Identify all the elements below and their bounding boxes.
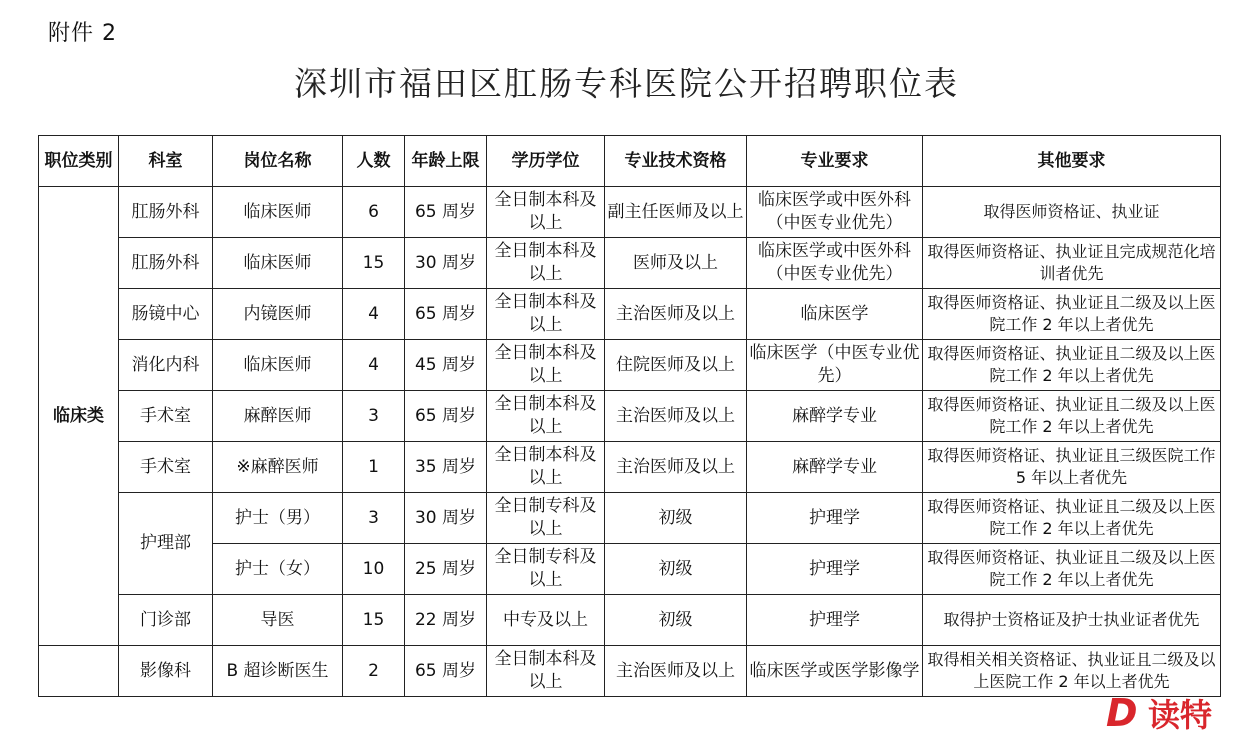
table-row xyxy=(39,595,1221,646)
table-row xyxy=(39,544,1221,595)
department-cell: 肛肠外科 xyxy=(119,187,213,238)
other-cell: 取得相关相关资格证、执业证且二级及以上医院工作 2 年以上者优先 xyxy=(923,646,1221,697)
other-cell: 取得医师资格证、执业证 xyxy=(923,187,1221,238)
major-cell: 麻醉学专业 xyxy=(747,391,923,442)
other-cell: 取得医师资格证、执业证且二级及以上医院工作 2 年以上者优先 xyxy=(923,391,1221,442)
position-cell: 麻醉医师 xyxy=(213,391,343,442)
department-cell: 消化内科 xyxy=(119,340,213,391)
qualification-cell: 主治医师及以上 xyxy=(605,391,747,442)
qualification-cell: 初级 xyxy=(605,544,747,595)
table-row xyxy=(39,646,1221,697)
position-cell: 导医 xyxy=(213,595,343,646)
education-cell: 全日制本科及以上 xyxy=(487,442,605,493)
qualification-cell: 初级 xyxy=(605,493,747,544)
department-cell: 影像科 xyxy=(119,646,213,697)
page-title: 深圳市福田区肛肠专科医院公开招聘职位表 xyxy=(294,64,959,103)
count-cell: 4 xyxy=(343,340,405,391)
recruitment-table xyxy=(38,135,1221,697)
major-cell: 护理学 xyxy=(747,595,923,646)
table-row xyxy=(39,391,1221,442)
qualification-cell: 副主任医师及以上 xyxy=(605,187,747,238)
qualification-cell: 主治医师及以上 xyxy=(605,442,747,493)
department-cell: 手术室 xyxy=(119,391,213,442)
qualification-cell: 初级 xyxy=(605,595,747,646)
education-cell: 全日制本科及以上 xyxy=(487,391,605,442)
department-cell: 肛肠外科 xyxy=(119,238,213,289)
age-cell: 65 周岁 xyxy=(405,391,487,442)
qualification-cell: 主治医师及以上 xyxy=(605,646,747,697)
qualification-cell: 住院医师及以上 xyxy=(605,340,747,391)
major-cell: 麻醉学专业 xyxy=(747,442,923,493)
count-cell: 15 xyxy=(343,595,405,646)
attachment-label: 附件 2 xyxy=(48,21,117,46)
education-cell: 全日制专科及以上 xyxy=(487,544,605,595)
major-cell: 临床医学（中医专业优先） xyxy=(747,340,923,391)
position-cell: 内镜医师 xyxy=(213,289,343,340)
other-cell: 取得医师资格证、执业证且二级及以上医院工作 2 年以上者优先 xyxy=(923,340,1221,391)
header-education: 学历学位 xyxy=(487,136,605,187)
other-cell: 取得医师资格证、执业证且三级医院工作 5 年以上者优先 xyxy=(923,442,1221,493)
age-cell: 25 周岁 xyxy=(405,544,487,595)
education-cell: 全日制专科及以上 xyxy=(487,493,605,544)
table-row xyxy=(39,340,1221,391)
age-cell: 45 周岁 xyxy=(405,340,487,391)
count-cell: 2 xyxy=(343,646,405,697)
age-cell: 22 周岁 xyxy=(405,595,487,646)
position-cell: 护士（女） xyxy=(213,544,343,595)
table-row xyxy=(39,187,1221,238)
header-position: 岗位名称 xyxy=(213,136,343,187)
major-cell: 护理学 xyxy=(747,493,923,544)
watermark-logo xyxy=(1100,690,1230,734)
watermark-letter: D xyxy=(1106,691,1138,734)
position-cell: 临床医师 xyxy=(213,340,343,391)
table-row xyxy=(39,442,1221,493)
position-cell: B 超诊断医生 xyxy=(213,646,343,697)
count-cell: 3 xyxy=(343,493,405,544)
major-cell: 临床医学或中医外科（中医专业优先） xyxy=(747,187,923,238)
header-count: 人数 xyxy=(343,136,405,187)
header-category: 职位类别 xyxy=(39,136,119,187)
count-cell: 15 xyxy=(343,238,405,289)
age-cell: 65 周岁 xyxy=(405,289,487,340)
major-cell: 临床医学或中医外科（中医专业优先） xyxy=(747,238,923,289)
header-major: 专业要求 xyxy=(747,136,923,187)
other-cell: 取得医师资格证、执业证且二级及以上医院工作 2 年以上者优先 xyxy=(923,289,1221,340)
count-cell: 3 xyxy=(343,391,405,442)
qualification-cell: 医师及以上 xyxy=(605,238,747,289)
department-cell: 手术室 xyxy=(119,442,213,493)
watermark-text: 读特 xyxy=(1148,696,1213,734)
department-cell: 护理部 xyxy=(119,493,213,595)
department-cell: 肠镜中心 xyxy=(119,289,213,340)
header-department: 科室 xyxy=(119,136,213,187)
major-cell: 临床医学 xyxy=(747,289,923,340)
age-cell: 30 周岁 xyxy=(405,238,487,289)
table-row xyxy=(39,238,1221,289)
position-cell: 临床医师 xyxy=(213,187,343,238)
major-cell: 临床医学或医学影像学 xyxy=(747,646,923,697)
position-cell: ※麻醉医师 xyxy=(213,442,343,493)
major-cell: 护理学 xyxy=(747,544,923,595)
count-cell: 6 xyxy=(343,187,405,238)
education-cell: 全日制本科及以上 xyxy=(487,289,605,340)
header-age: 年龄上限 xyxy=(405,136,487,187)
position-cell: 临床医师 xyxy=(213,238,343,289)
department-cell: 门诊部 xyxy=(119,595,213,646)
education-cell: 全日制本科及以上 xyxy=(487,238,605,289)
position-cell: 护士（男） xyxy=(213,493,343,544)
count-cell: 1 xyxy=(343,442,405,493)
header-row xyxy=(39,136,1221,187)
age-cell: 30 周岁 xyxy=(405,493,487,544)
age-cell: 35 周岁 xyxy=(405,442,487,493)
other-cell: 取得护士资格证及护士执业证者优先 xyxy=(923,595,1221,646)
qualification-cell: 主治医师及以上 xyxy=(605,289,747,340)
category-cell xyxy=(39,646,119,697)
table-row xyxy=(39,493,1221,544)
other-cell: 取得医师资格证、执业证且二级及以上医院工作 2 年以上者优先 xyxy=(923,493,1221,544)
age-cell: 65 周岁 xyxy=(405,187,487,238)
header-other: 其他要求 xyxy=(923,136,1221,187)
header-qualification: 专业技术资格 xyxy=(605,136,747,187)
other-cell: 取得医师资格证、执业证且完成规范化培训者优先 xyxy=(923,238,1221,289)
other-cell: 取得医师资格证、执业证且二级及以上医院工作 2 年以上者优先 xyxy=(923,544,1221,595)
count-cell: 4 xyxy=(343,289,405,340)
education-cell: 中专及以上 xyxy=(487,595,605,646)
education-cell: 全日制本科及以上 xyxy=(487,187,605,238)
table-row xyxy=(39,289,1221,340)
education-cell: 全日制本科及以上 xyxy=(487,646,605,697)
age-cell: 65 周岁 xyxy=(405,646,487,697)
count-cell: 10 xyxy=(343,544,405,595)
education-cell: 全日制本科及以上 xyxy=(487,340,605,391)
category-cell: 临床类 xyxy=(39,187,119,646)
